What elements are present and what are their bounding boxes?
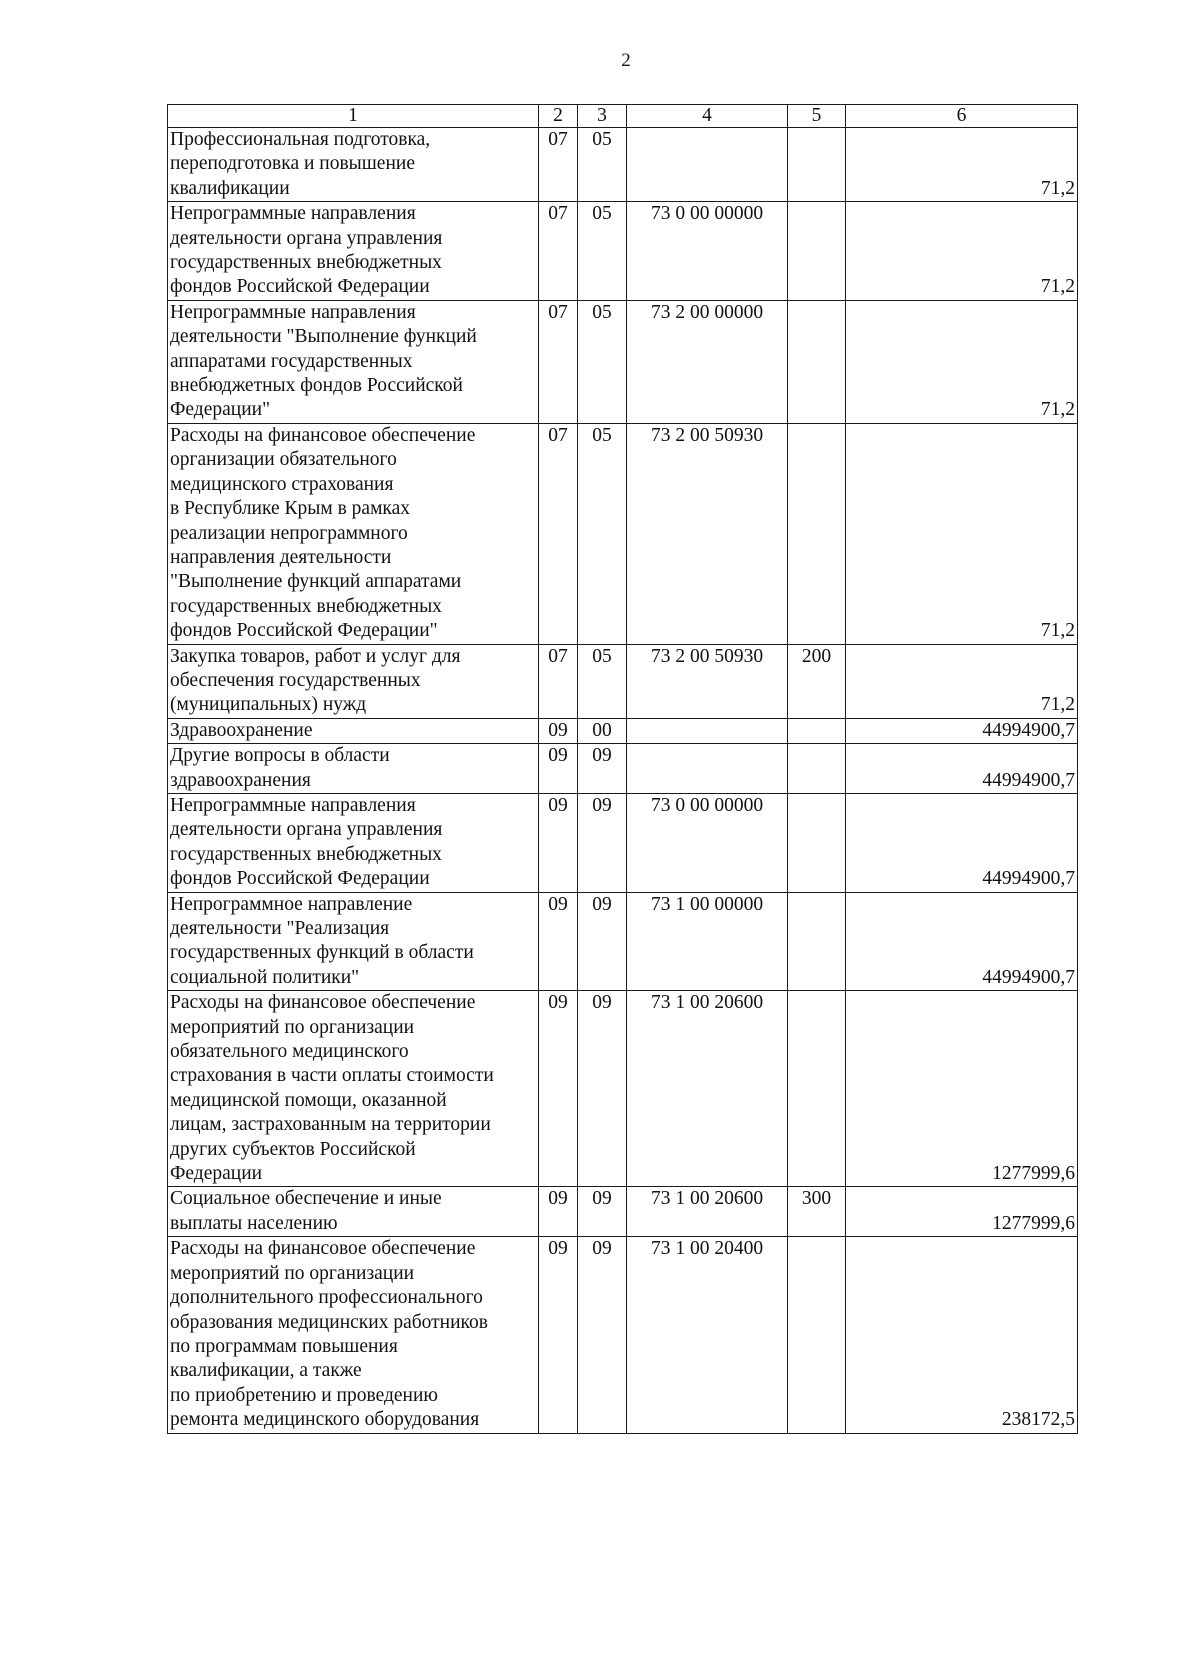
row-name-line: Здравоохранение bbox=[170, 719, 313, 741]
row-amount: 44994900,7 bbox=[846, 892, 1078, 991]
table-row bbox=[168, 202, 1078, 301]
row-name-line: фондов Российской Федерации bbox=[170, 276, 430, 298]
row-name-line: государственных внебюджетных bbox=[170, 252, 442, 274]
header-col-expense-type: 5 bbox=[788, 105, 846, 128]
header-row bbox=[168, 105, 1078, 128]
row-section: 07 bbox=[539, 202, 578, 301]
row-name bbox=[168, 1237, 539, 1433]
row-name-line: выплаты населению bbox=[170, 1212, 338, 1234]
row-name-line: государственных внебюджетных bbox=[170, 595, 442, 617]
row-name-line: обеспечения государственных bbox=[170, 669, 421, 691]
row-expense-type bbox=[788, 1237, 846, 1433]
budget-table bbox=[167, 104, 1078, 1434]
row-name bbox=[168, 300, 539, 423]
row-name-line: переподготовка и повышение bbox=[170, 153, 415, 175]
row-name-line: мероприятий по организации bbox=[170, 1016, 415, 1038]
row-name bbox=[168, 793, 539, 892]
table-body bbox=[168, 128, 1078, 1434]
row-name-line: по программам повышения bbox=[170, 1335, 398, 1357]
row-subsection: 05 bbox=[578, 423, 627, 644]
row-subsection: 05 bbox=[578, 644, 627, 718]
row-name-line: медицинской помощи, оказанной bbox=[170, 1089, 447, 1111]
row-section: 09 bbox=[539, 1187, 578, 1237]
row-expense-type bbox=[788, 423, 846, 644]
row-expense-type bbox=[788, 202, 846, 301]
row-target-article: 73 2 00 00000 bbox=[627, 300, 788, 423]
row-name-line: реализации непрограммного bbox=[170, 522, 408, 544]
row-subsection: 05 bbox=[578, 202, 627, 301]
table-row bbox=[168, 793, 1078, 892]
row-name-line: страхования в части оплаты стоимости bbox=[170, 1065, 494, 1087]
row-name-line: Социальное обеспечение и иные bbox=[170, 1188, 442, 1210]
row-target-article: 73 1 00 20600 bbox=[627, 991, 788, 1187]
row-amount: 44994900,7 bbox=[846, 718, 1078, 743]
row-name-line: деятельности органа управления bbox=[170, 227, 443, 249]
header-col-name: 1 bbox=[168, 105, 539, 128]
row-name-line: Закупка товаров, работ и услуг для bbox=[170, 645, 461, 667]
row-subsection: 05 bbox=[578, 128, 627, 202]
row-section: 07 bbox=[539, 644, 578, 718]
row-target-article: 73 2 00 50930 bbox=[627, 644, 788, 718]
row-name-line: внебюджетных фондов Российской bbox=[170, 375, 463, 397]
row-section: 09 bbox=[539, 1237, 578, 1433]
row-subsection: 09 bbox=[578, 793, 627, 892]
row-name-line: дополнительного профессионального bbox=[170, 1287, 483, 1309]
table-row bbox=[168, 991, 1078, 1187]
row-name-line: социальной политики" bbox=[170, 966, 360, 988]
row-target-article: 73 2 00 50930 bbox=[627, 423, 788, 644]
row-name-line: (муниципальных) нужд bbox=[170, 694, 367, 716]
row-name-line: Расходы на финансовое обеспечение bbox=[170, 424, 476, 446]
row-subsection: 05 bbox=[578, 300, 627, 423]
row-target-article: 73 1 00 00000 bbox=[627, 892, 788, 991]
row-name-line: мероприятий по организации bbox=[170, 1262, 415, 1284]
row-name-line: организации обязательного bbox=[170, 449, 397, 471]
row-target-article: 73 1 00 20600 bbox=[627, 1187, 788, 1237]
row-target-article: 73 0 00 00000 bbox=[627, 202, 788, 301]
row-name-line: Расходы на финансовое обеспечение bbox=[170, 1238, 476, 1260]
row-name bbox=[168, 718, 539, 743]
row-subsection: 09 bbox=[578, 1237, 627, 1433]
row-name-line: медицинского страхования bbox=[170, 473, 394, 495]
row-expense-type bbox=[788, 892, 846, 991]
table-row bbox=[168, 1187, 1078, 1237]
row-expense-type: 300 bbox=[788, 1187, 846, 1237]
row-expense-type bbox=[788, 128, 846, 202]
row-expense-type bbox=[788, 744, 846, 794]
row-amount: 71,2 bbox=[846, 128, 1078, 202]
row-name-line: Другие вопросы в области bbox=[170, 745, 390, 767]
row-name-line: ремонта медицинского оборудования bbox=[170, 1409, 480, 1431]
row-expense-type bbox=[788, 718, 846, 743]
row-amount: 44994900,7 bbox=[846, 744, 1078, 794]
row-target-article: 73 0 00 00000 bbox=[627, 793, 788, 892]
header-col-amount: 6 bbox=[846, 105, 1078, 128]
table-row bbox=[168, 1237, 1078, 1433]
row-name bbox=[168, 644, 539, 718]
row-name-line: Непрограммные направления bbox=[170, 301, 416, 323]
row-expense-type bbox=[788, 793, 846, 892]
row-target-article: 73 1 00 20400 bbox=[627, 1237, 788, 1433]
row-name-line: в Республике Крым в рамках bbox=[170, 498, 410, 520]
table-row bbox=[168, 128, 1078, 202]
table-row bbox=[168, 744, 1078, 794]
row-name-line: "Выполнение функций аппаратами bbox=[170, 571, 462, 593]
row-target-article bbox=[627, 718, 788, 743]
row-target-article bbox=[627, 128, 788, 202]
row-name-line: направления деятельности bbox=[170, 546, 392, 568]
row-name-line: по приобретению и проведению bbox=[170, 1384, 439, 1406]
header-col-section: 2 bbox=[539, 105, 578, 128]
row-name bbox=[168, 744, 539, 794]
table-header bbox=[168, 105, 1078, 128]
row-amount: 71,2 bbox=[846, 202, 1078, 301]
row-name bbox=[168, 423, 539, 644]
row-name-line: деятельности "Выполнение функций bbox=[170, 326, 477, 348]
row-name bbox=[168, 991, 539, 1187]
row-subsection: 09 bbox=[578, 991, 627, 1187]
row-section: 07 bbox=[539, 128, 578, 202]
page-number: 2 bbox=[621, 50, 631, 71]
row-expense-type bbox=[788, 300, 846, 423]
row-amount: 71,2 bbox=[846, 644, 1078, 718]
row-name-line: квалификации, а также bbox=[170, 1360, 362, 1382]
row-name-line: Расходы на финансовое обеспечение bbox=[170, 992, 476, 1014]
row-section: 09 bbox=[539, 744, 578, 794]
row-name-line: деятельности "Реализация bbox=[170, 918, 390, 939]
row-name bbox=[168, 1187, 539, 1237]
header-col-target-article: 4 bbox=[627, 105, 788, 128]
table-row bbox=[168, 300, 1078, 423]
table-row bbox=[168, 718, 1078, 743]
table-row bbox=[168, 423, 1078, 644]
row-name bbox=[168, 202, 539, 301]
row-amount: 238172,5 bbox=[846, 1237, 1078, 1433]
row-name-line: обязательного медицинского bbox=[170, 1041, 409, 1063]
table-row bbox=[168, 644, 1078, 718]
row-name-line: здравоохранения bbox=[170, 769, 311, 791]
row-subsection: 09 bbox=[578, 1187, 627, 1237]
row-name-line: образования медицинских работников bbox=[170, 1311, 488, 1333]
row-section: 09 bbox=[539, 892, 578, 991]
table-row bbox=[168, 892, 1078, 991]
row-section: 09 bbox=[539, 718, 578, 743]
row-amount: 71,2 bbox=[846, 300, 1078, 423]
row-name-line: других субъектов Российской bbox=[170, 1138, 416, 1160]
row-subsection: 09 bbox=[578, 744, 627, 794]
row-name-line: Непрограммные направления bbox=[170, 794, 416, 816]
row-subsection: 09 bbox=[578, 892, 627, 991]
row-amount: 1277999,6 bbox=[846, 991, 1078, 1187]
row-name bbox=[168, 128, 539, 202]
row-name bbox=[168, 892, 539, 991]
row-name-line: квалификации bbox=[170, 177, 290, 199]
row-name-line: государственных внебюджетных bbox=[170, 843, 442, 865]
row-section: 07 bbox=[539, 423, 578, 644]
row-section: 09 bbox=[539, 793, 578, 892]
row-name-line: лицам, застрахованным на территории bbox=[170, 1114, 491, 1136]
row-name-line: аппаратами государственных bbox=[170, 350, 413, 372]
row-section: 07 bbox=[539, 300, 578, 423]
row-section: 09 bbox=[539, 991, 578, 1187]
row-name-line: фондов Российской Федерации bbox=[170, 868, 430, 890]
row-expense-type bbox=[788, 991, 846, 1187]
row-amount: 1277999,6 bbox=[846, 1187, 1078, 1237]
row-name-line: Непрограммные направления bbox=[170, 203, 416, 225]
row-subsection: 00 bbox=[578, 718, 627, 743]
row-amount: 44994900,7 bbox=[846, 793, 1078, 892]
row-name-line: Федерации" bbox=[170, 399, 271, 421]
row-amount: 71,2 bbox=[846, 423, 1078, 644]
row-name-line: деятельности органа управления bbox=[170, 819, 443, 841]
row-expense-type: 200 bbox=[788, 644, 846, 718]
header-col-subsection: 3 bbox=[578, 105, 627, 128]
row-name-line: фондов Российской Федерации" bbox=[170, 620, 438, 642]
row-name-line: государственных функций в области bbox=[170, 942, 474, 964]
row-name-line: Федерации bbox=[170, 1163, 263, 1185]
row-name-line: Непрограммное направление bbox=[170, 893, 413, 915]
row-target-article bbox=[627, 744, 788, 794]
row-name-line: Профессиональная подготовка, bbox=[170, 129, 431, 150]
